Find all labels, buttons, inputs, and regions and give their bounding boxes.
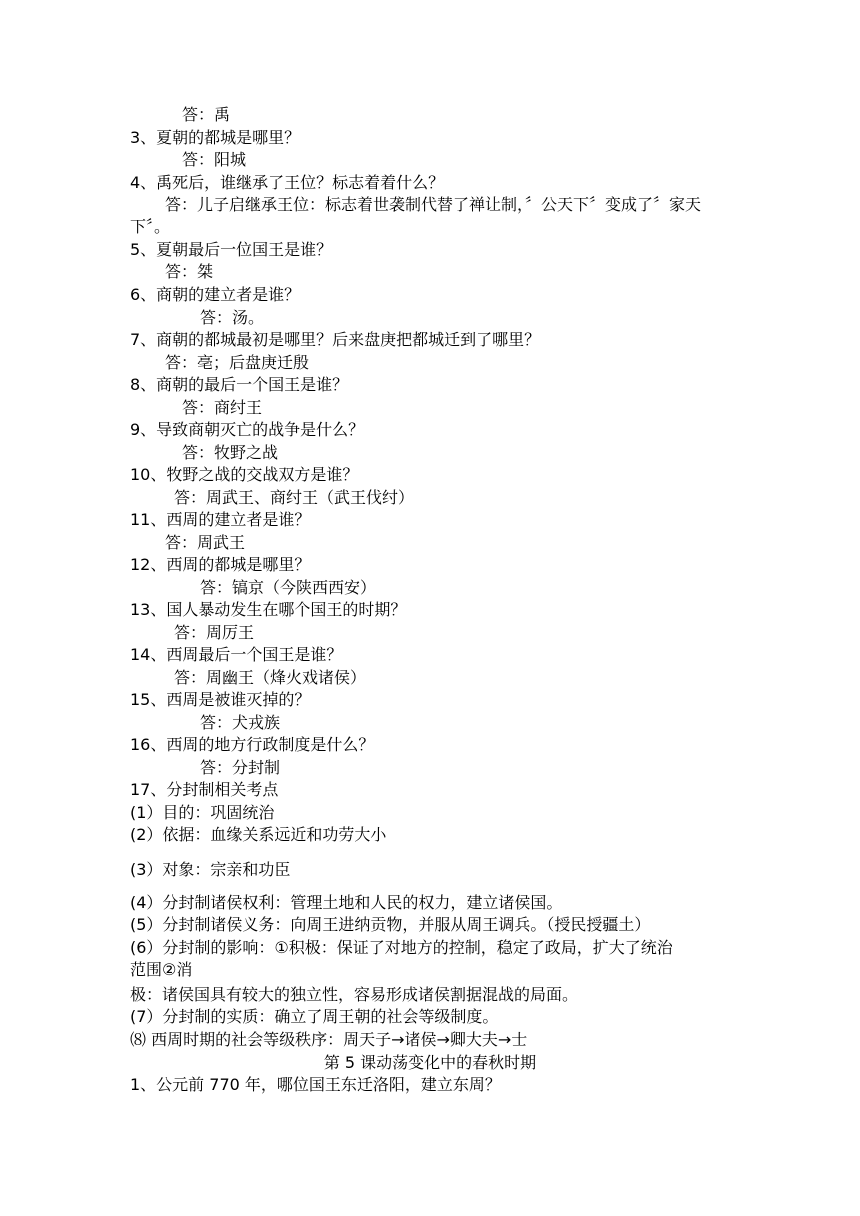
point-line: ⑻ 西周时期的社会等级秩序：周天子→诸侯→卿大夫→士 bbox=[130, 1030, 528, 1049]
answer-line: 答：周武王、商纣王（武王伐纣） bbox=[174, 488, 415, 507]
question-line: 3、夏朝的都城是哪里？ bbox=[130, 128, 301, 147]
question-line: 9、导致商朝灭亡的战争是什么？ bbox=[130, 420, 365, 439]
question-line: 7、商朝的都城最初是哪里？后来盘庚把都城迁到了哪里？ bbox=[130, 330, 541, 349]
answer-line: 答：周厉王 bbox=[174, 623, 255, 642]
question-line: 12、西周的都城是哪里？ bbox=[130, 555, 311, 574]
question-line: 4、禹死后，谁继承了王位？标志着着什么？ bbox=[130, 173, 445, 192]
point-line: (1）目的：巩固统治 bbox=[130, 803, 275, 822]
question-line: 8、商朝的最后一个国王是谁？ bbox=[130, 375, 349, 394]
point-line: (4）分封制诸侯权利：管理土地和人民的权力，建立诸侯国。 bbox=[130, 893, 563, 912]
answer-line: 答：亳；后盘庚迁殷 bbox=[165, 353, 310, 372]
point-line: (2）依据：血缘关系远近和功劳大小 bbox=[130, 825, 387, 844]
answer-line: 答：阳城 bbox=[182, 150, 247, 169]
point-continuation-line: 极：诸侯国具有较大的独立性，容易形成诸侯割据混战的局面。 bbox=[130, 985, 579, 1004]
answer-line: 答：周武王 bbox=[165, 533, 246, 552]
answer-line: 答：镐京（今陕西西安） bbox=[200, 578, 377, 597]
answer-continuation-line: 下〞。 bbox=[130, 217, 171, 236]
question-line: 11、西周的建立者是谁？ bbox=[130, 510, 311, 529]
question-line: 5、夏朝最后一位国王是谁？ bbox=[130, 240, 333, 259]
question-line: 14、西周最后一个国王是谁？ bbox=[130, 645, 343, 664]
answer-line: 答：禹 bbox=[182, 105, 231, 124]
answer-line: 答：桀 bbox=[165, 262, 214, 281]
answer-line: 答：周幽王（烽火戏诸侯） bbox=[174, 668, 367, 687]
question-line: 17、分封制相关考点 bbox=[130, 780, 279, 799]
question-line: 6、商朝的建立者是谁？ bbox=[130, 285, 301, 304]
point-line: (3）对象：宗亲和功臣 bbox=[130, 860, 291, 879]
answer-line: 答：牧野之战 bbox=[182, 443, 279, 462]
point-continuation-line: 范围②消 bbox=[130, 960, 193, 979]
question-line: 10、牧野之战的交战双方是谁？ bbox=[130, 465, 359, 484]
lesson-heading: 第 5 课动荡变化中的春秋时期 bbox=[323, 1053, 537, 1072]
question-line: 16、西周的地方行政制度是什么？ bbox=[130, 735, 375, 754]
answer-line: 答：商纣王 bbox=[182, 398, 263, 417]
question-line: 15、西周是被谁灭掉的？ bbox=[130, 690, 311, 709]
answer-line: 答：汤。 bbox=[200, 308, 265, 327]
point-line: (7）分封制的实质：确立了周王朝的社会等级制度。 bbox=[130, 1007, 499, 1026]
point-line: (5）分封制诸侯义务：向周王进纳贡物，并服从周王调兵。（授民授疆土） bbox=[130, 915, 651, 934]
answer-line: 答：儿子启继承王位：标志着世袭制代替了禅让制，〞公天下〞变成了〞家天 bbox=[165, 195, 702, 214]
question-line: 13、国人暴动发生在哪个国王的时期？ bbox=[130, 600, 407, 619]
answer-line: 答：犬戎族 bbox=[200, 713, 281, 732]
question-line: 1、公元前 770 年，哪位国王东迁洛阳，建立东周？ bbox=[130, 1075, 501, 1094]
point-line: (6）分封制的影响：①积极：保证了对地方的控制，稳定了政局，扩大了统治 bbox=[130, 938, 673, 957]
answer-line: 答：分封制 bbox=[200, 758, 281, 777]
